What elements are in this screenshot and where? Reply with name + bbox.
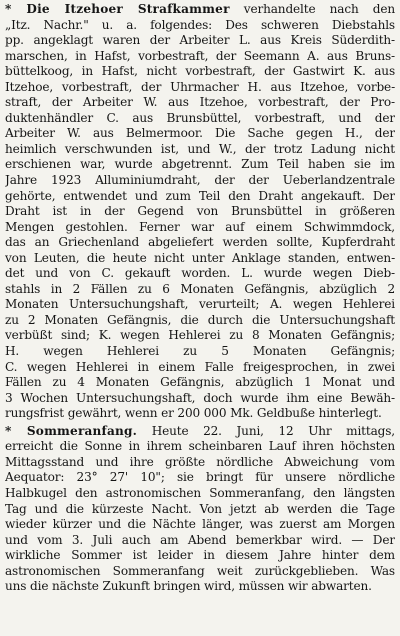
article-line: verbüßt sind; K. wegen Hehlerei zu 8 Monaten Gefängnis; xyxy=(5,328,395,343)
article-line: erreicht die Sonne in ihrem scheinbaren Lauf ihren höchsten xyxy=(5,439,395,454)
article-line: Jahre 1923 Alluminiumdraht, der der Ueberlandzentrale xyxy=(5,173,395,188)
article-line: Fällen zu 4 Monaten Gefängnis, abzüglich 1 Monat und xyxy=(5,375,395,390)
article-line: „Itz. Nachr." u. a. folgendes: Des schweren Diebstahls xyxy=(5,17,395,32)
article-strafkammer xyxy=(5,2,395,422)
article-line: wirkliche Sommer ist leider in diesem Jahre hinter dem xyxy=(5,548,395,563)
article-line: Itzehoe, vorbestraft, der Uhrmacher H. aus Itzehoe, vorbe- xyxy=(5,79,395,94)
article-heading: * Die Itzehoer Strafkammer xyxy=(5,2,230,16)
article-line: Draht ist in der Gegend von Brunsbüttel in größeren xyxy=(5,204,395,219)
article-line xyxy=(5,424,395,440)
article-line: straft, der Arbeiter W. aus Itzehoe, vorbestraft, der Pro- xyxy=(5,95,395,110)
article-line: det und von C. gekauft worden. L. wurde wegen Dieb- xyxy=(5,266,395,281)
article-text: Heute 22. Juni, 12 Uhr mittags, xyxy=(137,423,395,438)
article-line: zu 2 Monaten Gefängnis, die durch die Untersuchungshaft xyxy=(5,312,395,327)
article-line: und vom 3. Juli auch am Abend bemerkbar wird. — Der xyxy=(5,532,395,547)
article-line: 3 Wochen Untersuchungshaft, doch wurde ihm eine Bewäh- xyxy=(5,390,395,405)
article-line: marschen, in Hafst, vorbestraft, der Seemann A. aus Bruns- xyxy=(5,48,395,63)
article-line: büttelkoog, in Hafst, nicht vorbestraft, der Gastwirt K. aus xyxy=(5,64,395,79)
article-line: Halbkugel den astronomischen Sommeranfang, den längsten xyxy=(5,485,395,500)
article-line: das an Griechenland abgeliefert werden sollte, Kupferdraht xyxy=(5,235,395,250)
article-line: gehörte, entwendet und zum Teil den Draht angekauft. Der xyxy=(5,188,395,203)
article-line: von Leuten, die heute nicht unter Anklage standen, entwen- xyxy=(5,250,395,265)
article-line: Mittagsstand und ihre größte nördliche Abweichung vom xyxy=(5,454,395,469)
article-line: H. wegen Hehlerei zu 5 Monaten Gefängnis; xyxy=(5,344,395,359)
article-line: uns die nächste Zukunft bringen wird, müssen wir abwarten. xyxy=(5,579,372,594)
article-line: stahls in 2 Fällen zu 6 Monaten Gefängnis, abzüglich 2 xyxy=(5,281,395,296)
article-text: verhandelte nach den xyxy=(229,2,395,16)
article-sommeranfang xyxy=(5,424,395,595)
article-heading: * Sommeranfang. xyxy=(5,423,138,438)
article-line: C. wegen Hehlerei in einem Falle freigesprochen, in zwei xyxy=(5,359,395,374)
article-line: duktenhändler C. aus Brunsbüttel, vorbestraft, und der xyxy=(5,110,395,125)
article-line: Arbeiter W. aus Belmermoor. Die Sache gegen H., der xyxy=(5,126,395,141)
article-line: pp. angeklagt waren der Arbeiter L. aus Kreis Süderdith- xyxy=(5,33,395,48)
article-line: rungsfrist gewährt, wenn er 200 000 Mk. Geldbuße hinterlegt. xyxy=(5,406,382,421)
article-line: Mengen gestohlen. Ferner war auf einem Schwimmdock, xyxy=(5,219,395,234)
article-line xyxy=(5,2,395,18)
article-line: Monaten Untersuchungshaft, verurteilt; A. wegen Hehlerei xyxy=(5,297,395,312)
article-line: wieder kürzer und die Nächte länger, was zuerst am Morgen xyxy=(5,517,395,532)
article-line: erschienen war, wurde abgetrennt. Zum Teil haben sie im xyxy=(5,157,395,172)
article-line: heimlich verschwunden ist, und W., der trotz Ladung nicht xyxy=(5,141,395,156)
article-line: Aequator: 23° 27' 10"; sie bringt für unsere nördliche xyxy=(5,470,395,485)
article-line: Tag und die kürzeste Nacht. Von jetzt ab werden die Tage xyxy=(5,501,395,516)
article-line: astronomischen Sommeranfang weit zurückgeblieben. Was xyxy=(5,563,395,578)
